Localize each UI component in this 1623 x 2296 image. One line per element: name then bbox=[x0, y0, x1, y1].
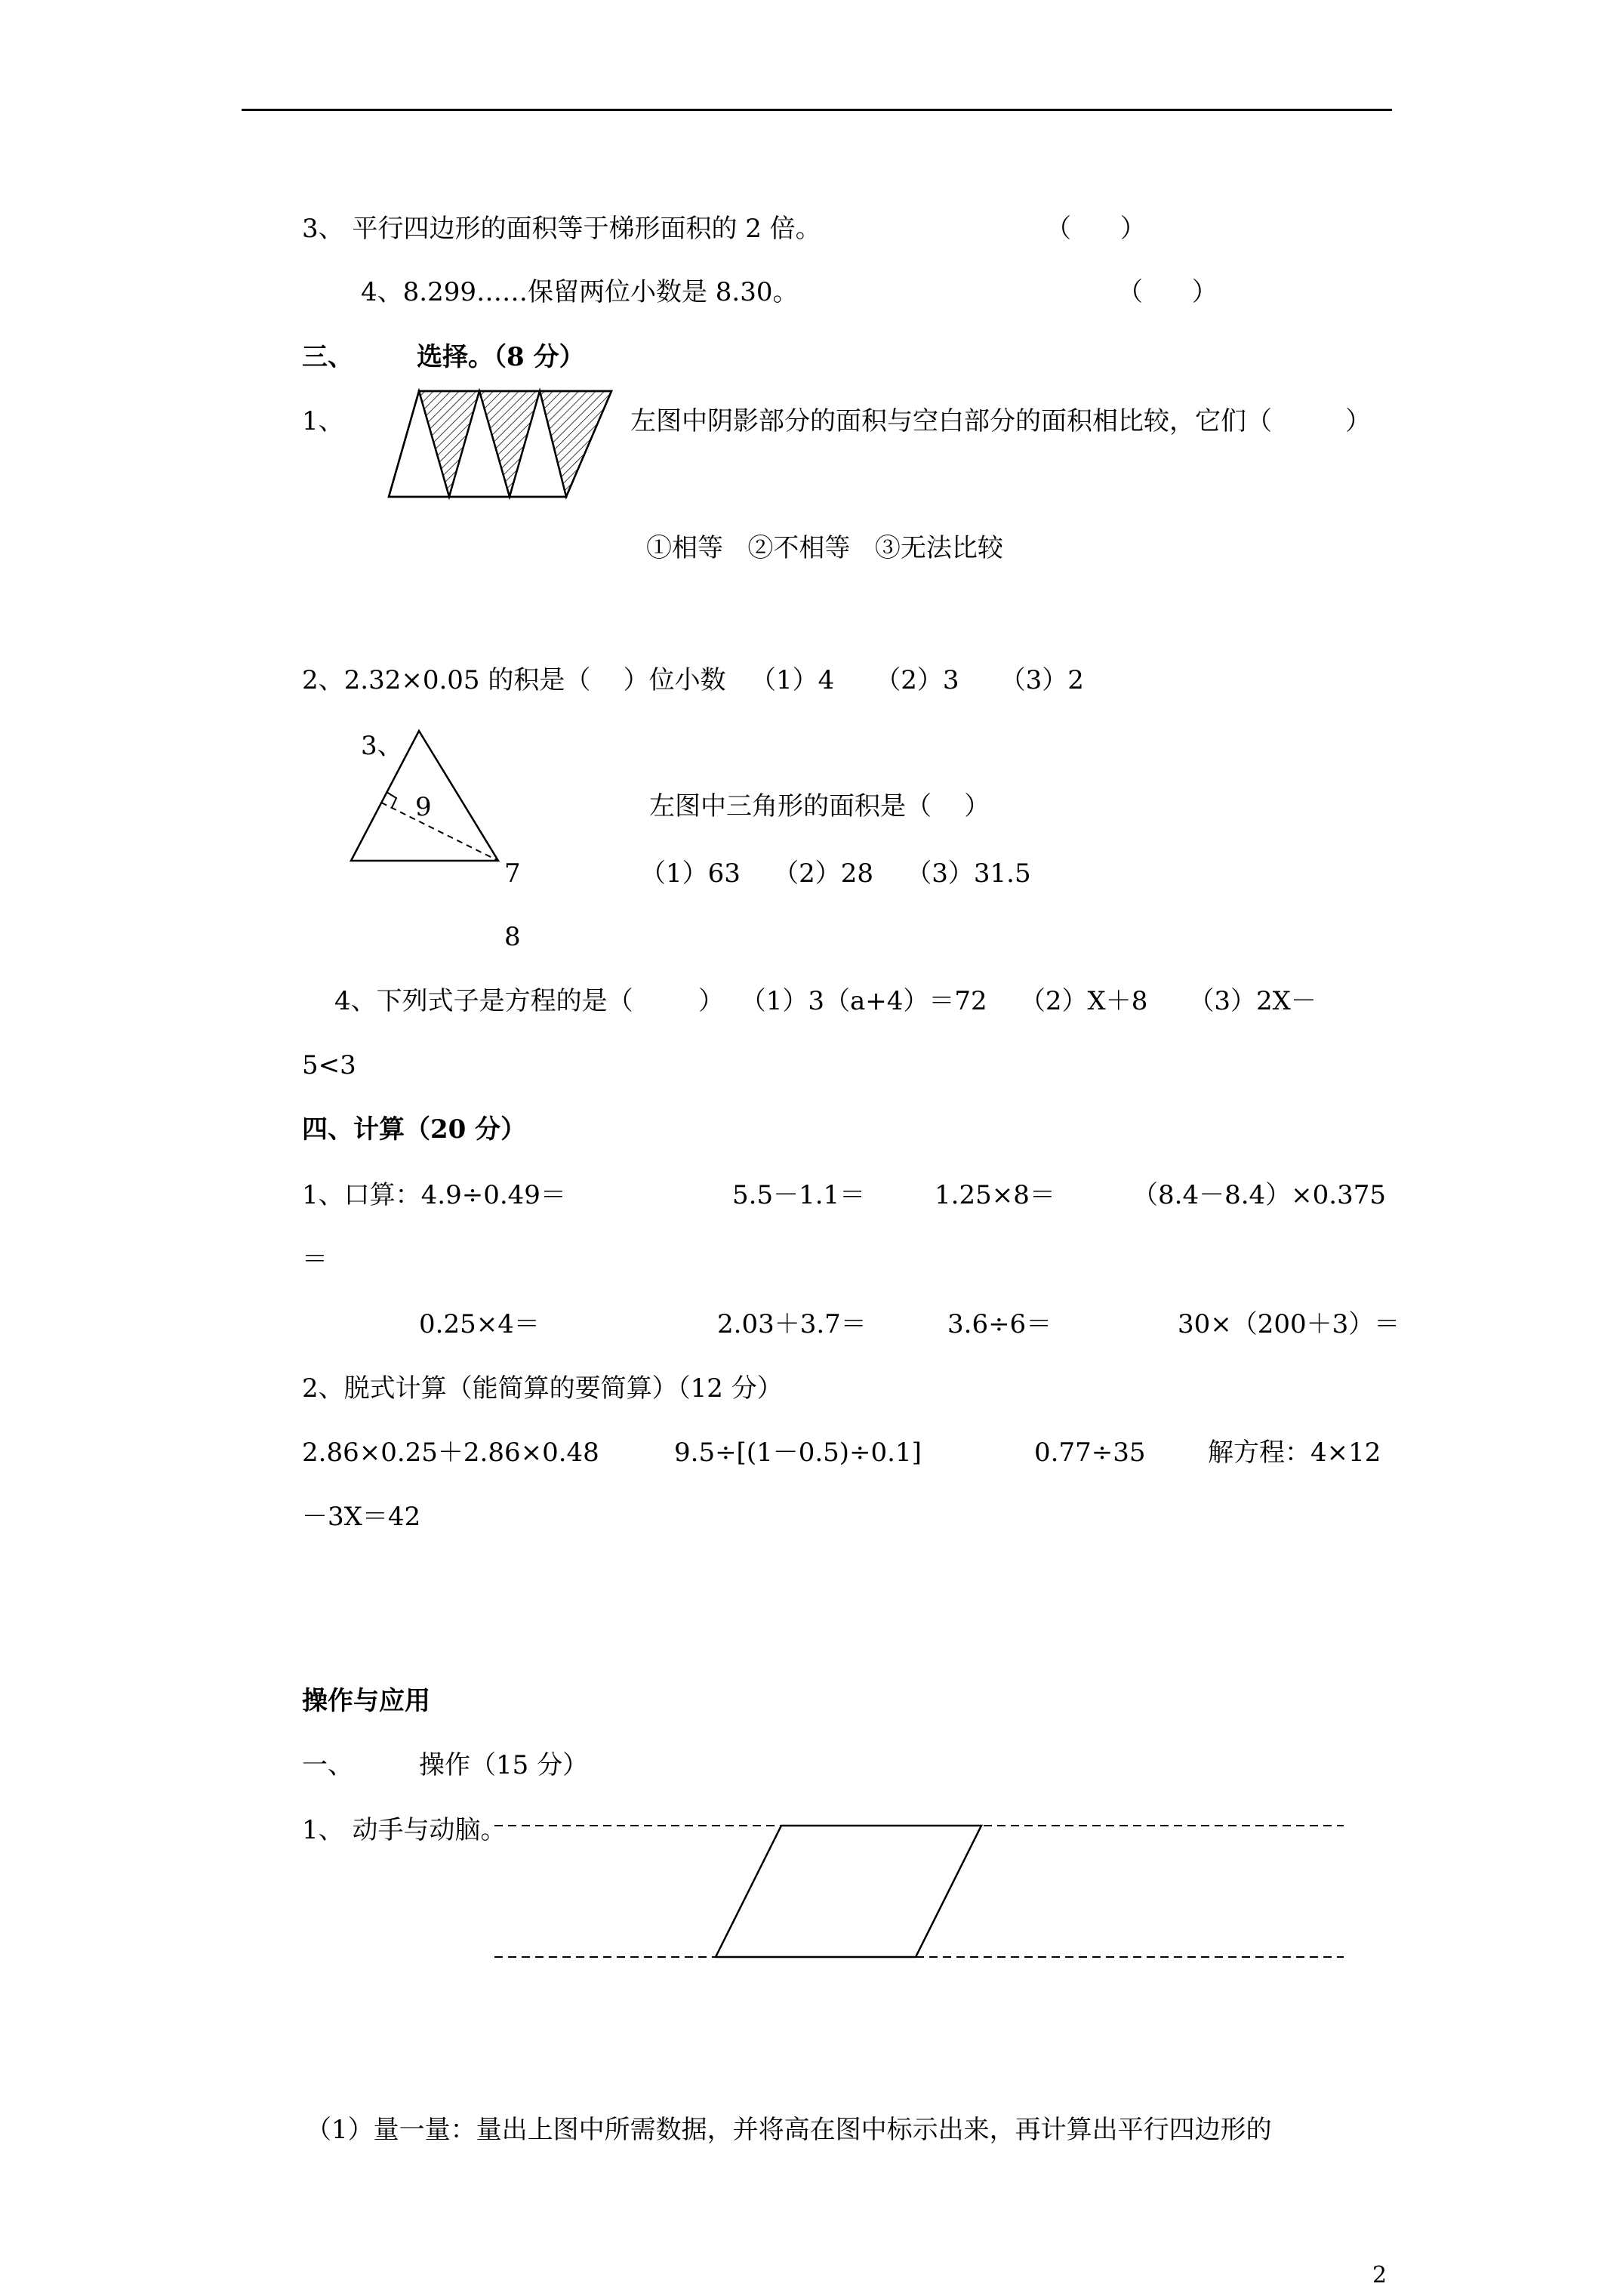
step-calc-item-2: 9.5÷[(1－0.5)÷0.1] bbox=[674, 1438, 922, 1468]
header-rule bbox=[242, 109, 1392, 111]
shaded-triangles-figure bbox=[362, 385, 619, 506]
equation-item-cont: －3X＝42 bbox=[302, 1502, 421, 1532]
choice-q3-options: （1）63 （2）28 （3）31.5 bbox=[640, 858, 1031, 889]
calc-section-title: 四、计算（20 分） bbox=[302, 1114, 527, 1145]
triangle-base-label: 8 bbox=[504, 922, 521, 952]
judge-q3-answer-paren: （ ） bbox=[1046, 214, 1146, 244]
oral-calc-item-1: 1、口算：4.9÷0.49＝ bbox=[302, 1180, 566, 1210]
page-number: 2 bbox=[1372, 2262, 1387, 2288]
choice-q1-question: 左图中阴影部分的面积与空白部分的面积相比较，它们（ ） bbox=[630, 406, 1372, 436]
choice-q3-number: 3、 bbox=[361, 731, 403, 761]
parallelogram-figure bbox=[0, 1812, 1623, 1978]
oral-calc-item-2: 5.5－1.1＝ bbox=[732, 1180, 866, 1210]
ops-q1-part1: （1）量一量：量出上图中所需数据，并将高在图中标示出来，再计算出平行四边形的 bbox=[306, 2115, 1272, 2145]
choice-section-number: 三、 bbox=[302, 342, 353, 372]
choice-q1-options: ①相等 ②不相等 ③无法比较 bbox=[646, 533, 1003, 563]
oral-calc-item-3: 1.25×8＝ bbox=[935, 1180, 1055, 1210]
oral-calc-item-8: 30×（200＋3）＝ bbox=[1178, 1309, 1400, 1339]
step-calc-title: 2、脱式计算（能简算的要简算）（12 分） bbox=[302, 1373, 783, 1404]
choice-q1-number: 1、 bbox=[302, 406, 344, 436]
oral-calc-item-7: 3.6÷6＝ bbox=[947, 1309, 1052, 1339]
step-calc-item-3: 0.77÷35 bbox=[1034, 1438, 1146, 1468]
triangle-height-label: 9 bbox=[415, 792, 432, 822]
oral-calc-item-5: 0.25×4＝ bbox=[419, 1309, 540, 1339]
equation-item: 解方程：4×12 bbox=[1208, 1438, 1381, 1468]
ops-q1: 1、 动手与动脑。 bbox=[302, 1815, 507, 1845]
ops-section-number: 一、 bbox=[302, 1750, 353, 1780]
choice-q4: 4、下列式子是方程的是（ ） （1）3（a+4）＝72 （2）X＋8 （3）2X－ bbox=[334, 986, 1317, 1016]
choice-q4-cont: 5<3 bbox=[302, 1050, 356, 1080]
step-calc-item-1: 2.86×0.25＋2.86×0.48 bbox=[302, 1438, 599, 1468]
oral-calc-item-4: （8.4－8.4）×0.375 bbox=[1132, 1180, 1386, 1210]
choice-section-title: 选择。（8 分） bbox=[417, 342, 585, 372]
choice-q3-question: 左图中三角形的面积是（ ） bbox=[649, 791, 990, 821]
judge-q4: 4、8.299……保留两位小数是 8.30。 bbox=[361, 277, 799, 307]
triangle-side-label: 7 bbox=[504, 858, 521, 889]
oral-calc-item-4-cont: ＝ bbox=[302, 1244, 328, 1274]
choice-q2: 2、2.32×0.05 的积是（ ）位小数 （1）4 （2）3 （3）2 bbox=[302, 665, 1084, 695]
oral-calc-item-6: 2.03＋3.7＝ bbox=[717, 1309, 867, 1339]
judge-q4-answer-paren: （ ） bbox=[1117, 277, 1218, 307]
ops-title: 操作与应用 bbox=[302, 1686, 430, 1716]
ops-section-title: 操作（15 分） bbox=[419, 1750, 589, 1780]
judge-q3: 3、 平行四边形的面积等于梯形面积的 2 倍。 bbox=[302, 214, 821, 244]
